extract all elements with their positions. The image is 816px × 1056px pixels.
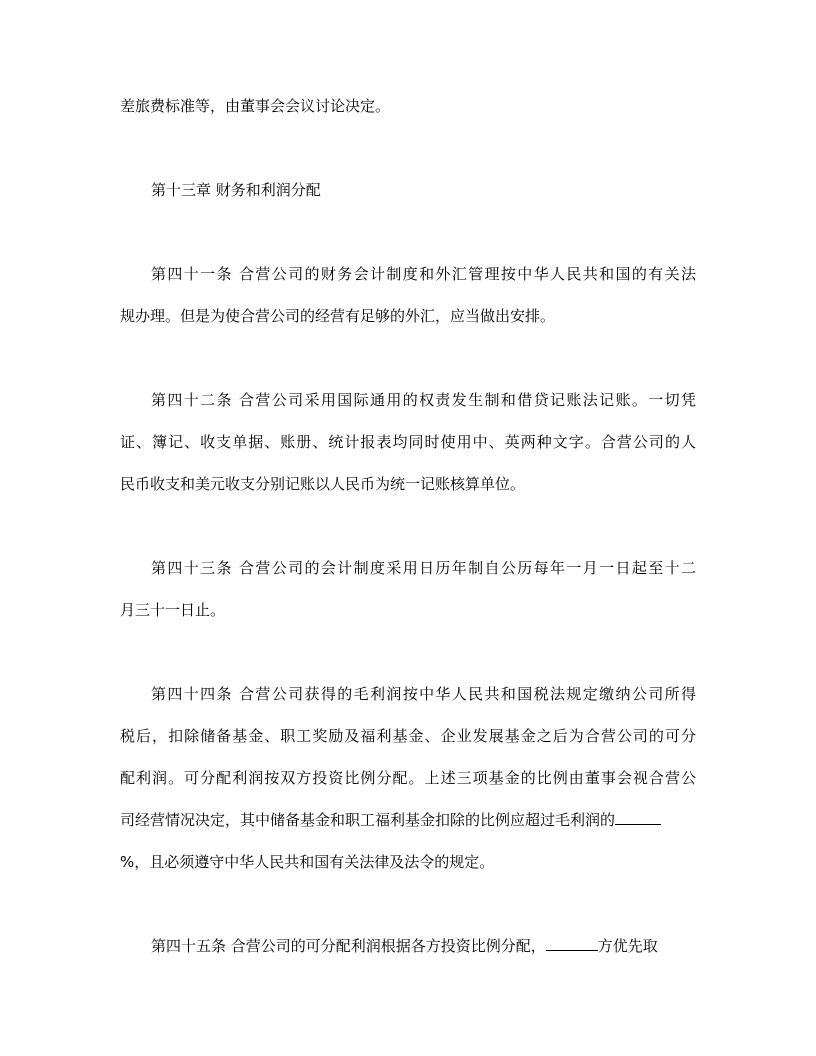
- party-blank: [546, 936, 598, 951]
- article-45-line-1-tail: 方优先取: [597, 937, 658, 955]
- article-44-line-2: 税后，扣除储备基金、职工奖励及福利基金、企业发展基金之后为合营公司的可分: [120, 727, 696, 745]
- article-45-line-1-text: 第四十五条 合营公司的可分配利润根据各方投资比例分配，: [151, 937, 546, 955]
- article-43-line-1: 第四十三条 合营公司的会计制度采用日历年制自公历每年一月一日起至十二: [151, 559, 696, 577]
- article-42-line-1: 第四十二条 合营公司采用国际通用的权责发生制和借贷记账法记账。一切凭: [151, 391, 696, 409]
- percentage-blank: [615, 810, 661, 825]
- article-44-line-4-text: 司经营情况决定，其中储备基金和职工福利基金扣除的比例应超过毛利润的: [120, 811, 616, 829]
- article-44-line-3: 配利润。可分配利润按双方投资比例分配。上述三项基金的比例由董事会视合营公: [120, 769, 696, 787]
- article-44-line-4: [120, 810, 696, 830]
- article-44-line-5: %，且必须遵守中华人民共和国有关法律及法令的规定。: [120, 853, 495, 871]
- article-41-line-2: 规办理。但是为使合营公司的经营有足够的外汇，应当做出安排。: [120, 307, 556, 325]
- chapter-heading: 第十三章 财务和利润分配: [151, 181, 321, 199]
- article-44-line-1: 第四十四条 合营公司获得的毛利润按中华人民共和国税法规定缴纳公司所得: [151, 685, 696, 703]
- article-42-line-2: 证、簿记、收支单据、账册、统计报表均同时使用中、英两种文字。合营公司的人: [120, 433, 696, 451]
- article-42-line-3: 民币收支和美元收支分别记账以人民币为统一记账核算单位。: [120, 475, 526, 493]
- paragraph-line: 差旅费标准等，由董事会会议讨论决定。: [120, 97, 391, 115]
- article-41-line-1: 第四十一条 合营公司的财务会计制度和外汇管理按中华人民共和国的有关法: [151, 265, 696, 283]
- article-45-line-1: [151, 936, 696, 956]
- article-43-line-2: 月三十一日止。: [120, 601, 226, 619]
